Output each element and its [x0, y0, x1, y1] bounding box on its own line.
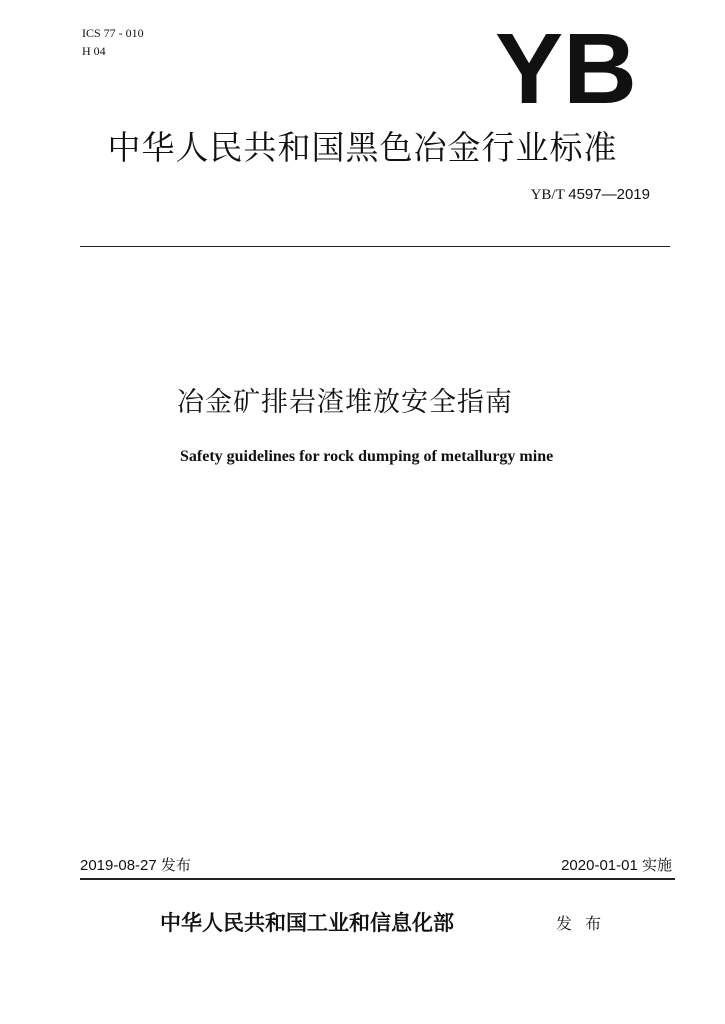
- effective-date: 2020-01-01 实施: [561, 857, 672, 874]
- header-divider: [80, 246, 670, 247]
- document-title-english: Safety guidelines for rock dumping of metallurgy mine: [180, 448, 554, 465]
- yb-logo: [494, 28, 638, 106]
- standard-code: [531, 186, 650, 204]
- issue-date: 2019-08-27 发布: [80, 857, 191, 874]
- document-title-chinese: 冶金矿排岩渣堆放安全指南: [177, 387, 513, 418]
- ics-code: ICS 77 - 010: [82, 26, 144, 40]
- standard-body-heading: 中华人民共和国黑色冶金行业标准: [107, 128, 618, 167]
- yb-logo-text: YB: [495, 28, 637, 106]
- footer-divider: [80, 878, 675, 880]
- publish-label: 发 布: [556, 914, 606, 933]
- ccs-code: H 04: [82, 44, 106, 58]
- publisher-name: 中华人民共和国工业和信息化部: [160, 910, 454, 935]
- standard-code-number: 4597—2019: [568, 186, 650, 203]
- standard-code-prefix: YB/T: [530, 187, 569, 203]
